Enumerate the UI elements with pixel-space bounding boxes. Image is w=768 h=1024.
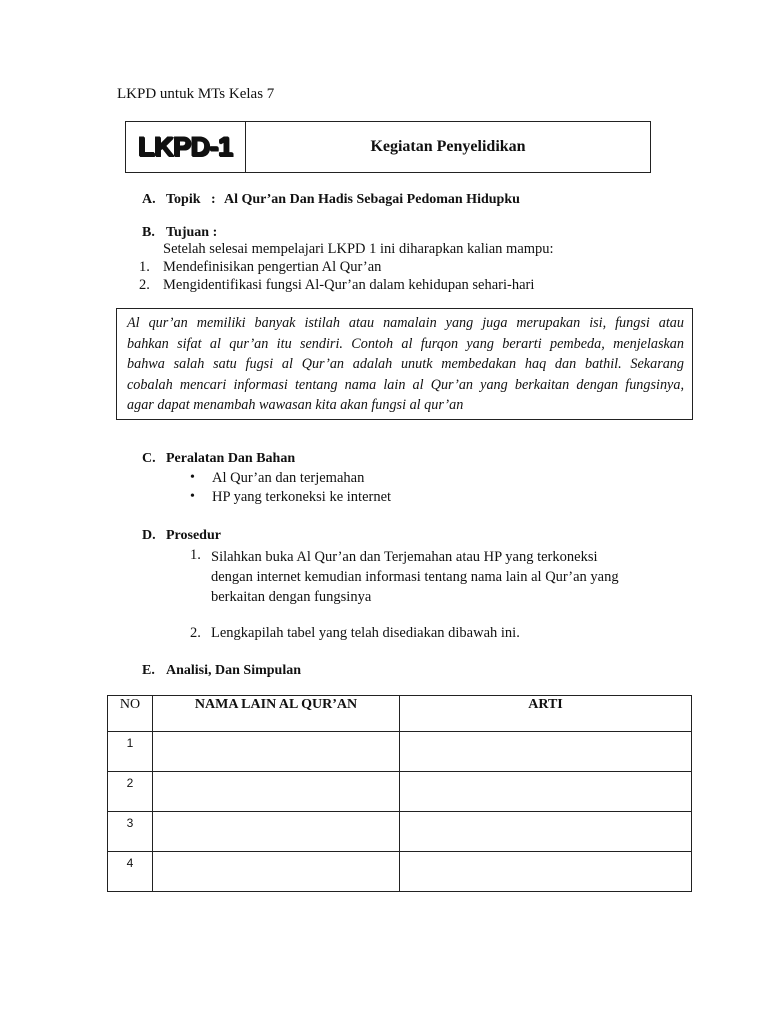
activity-title: Kegiatan Penyelidikan xyxy=(370,138,526,155)
prosedur-step-2-num: 2. xyxy=(190,625,201,641)
header-no: NO xyxy=(108,696,153,732)
lkpd-logo xyxy=(126,122,246,172)
section-b-label: Tujuan : xyxy=(166,225,218,240)
table-row xyxy=(108,812,692,852)
section-d-heading xyxy=(142,528,221,544)
section-e-label: Analisi, Dan Simpulan xyxy=(166,663,301,678)
section-b-intro: Setelah selesai mempelajari LKPD 1 ini diharapkan kalian mampu: xyxy=(163,241,554,257)
bullet-icon: • xyxy=(190,470,195,485)
header-arti: ARTI xyxy=(400,696,692,732)
table-row xyxy=(108,772,692,812)
row-3-arti-input[interactable] xyxy=(400,812,692,852)
section-d-letter: D. xyxy=(142,528,156,543)
bullet-icon: • xyxy=(190,489,195,504)
section-a-value: Al Qur’an Dan Hadis Sebagai Pedoman Hidupku xyxy=(224,192,520,207)
info-line-5: agar dapat menambah wawasan kita akan fungsi al qur’an xyxy=(127,397,464,413)
tujuan-item-1-num: 1. xyxy=(139,259,150,275)
tujuan-item-2-text: Mengidentifikasi fungsi Al-Qur’an dalam kehidupan sehari-hari xyxy=(163,277,535,293)
prosedur-step-1-line-2: dengan internet kemudian informasi tentang nama lain al Qur’an yang xyxy=(211,569,619,585)
table-header-row xyxy=(108,696,692,732)
section-e-letter: E. xyxy=(142,663,155,678)
header-nama-lain: NAMA LAIN AL QUR’AN xyxy=(153,696,400,732)
row-4-nama-input[interactable] xyxy=(153,852,400,892)
info-box xyxy=(116,308,693,420)
title-box xyxy=(125,121,651,173)
bahan-item-1: Al Qur’an dan terjemahan xyxy=(212,470,365,486)
row-4-arti-input[interactable] xyxy=(400,852,692,892)
page-header: LKPD untuk MTs Kelas 7 xyxy=(117,86,275,102)
section-a-separator: : xyxy=(211,192,216,207)
section-a-letter: A. xyxy=(142,192,156,207)
section-d-label: Prosedur xyxy=(166,528,221,543)
row-3-no: 3 xyxy=(108,812,153,852)
table-row xyxy=(108,732,692,772)
section-e-heading xyxy=(142,663,301,679)
row-2-no: 2 xyxy=(108,772,153,812)
table-row xyxy=(108,852,692,892)
row-1-arti-input[interactable] xyxy=(400,732,692,772)
section-c-letter: C. xyxy=(142,451,156,466)
bahan-item-2: HP yang terkoneksi ke internet xyxy=(212,489,392,505)
section-b-heading xyxy=(142,225,217,241)
row-2-nama-input[interactable] xyxy=(153,772,400,812)
row-2-arti-input[interactable] xyxy=(400,772,692,812)
tujuan-item-2 xyxy=(139,277,534,294)
prosedur-step-1 xyxy=(211,547,619,607)
row-3-nama-input[interactable] xyxy=(153,812,400,852)
row-4-no: 4 xyxy=(108,852,153,892)
analysis-table xyxy=(107,695,692,892)
prosedur-step-1-line-3: berkaitan dengan fungsinya xyxy=(211,589,372,605)
info-line-3: bahwa salah satu fugsi al Qur’an adalah unutk membedakan haq dan bathil. Sekarang xyxy=(127,356,684,372)
row-1-no: 1 xyxy=(108,732,153,772)
section-c-heading xyxy=(142,451,295,467)
prosedur-step-2: Lengkapilah tabel yang telah disediakan dibawah ini. xyxy=(211,625,520,641)
info-line-2: bahkan sifat al qur’an itu sendiri. Contoh al furqon yang berarti pembeda, menjelaskan xyxy=(127,335,684,352)
tujuan-item-2-num: 2. xyxy=(139,277,150,293)
tujuan-item-1 xyxy=(139,259,381,276)
section-c-label: Peralatan Dan Bahan xyxy=(166,451,296,466)
tujuan-item-1-text: Mendefinisikan pengertian Al Qur’an xyxy=(163,259,382,275)
prosedur-step-1-line-1: Silahkan buka Al Qur’an dan Terjemahan atau HP yang terkoneksi xyxy=(211,549,598,565)
info-line-1: Al qur’an memiliki banyak istilah atau namalain yang juga merupakan isi, fungsi atau xyxy=(127,315,684,331)
lkpd-logo-text: LKPD-1 xyxy=(138,131,233,162)
prosedur-step-1-num: 1. xyxy=(190,547,201,563)
info-line-4: cobalah mencari informasi tentang nama lain al Qur’an yang berkaitan dengan fungsinya, xyxy=(127,376,684,393)
section-b-letter: B. xyxy=(142,225,155,240)
section-a-label: Topik xyxy=(166,192,201,207)
row-1-nama-input[interactable] xyxy=(153,732,400,772)
section-a-topik xyxy=(142,192,520,208)
